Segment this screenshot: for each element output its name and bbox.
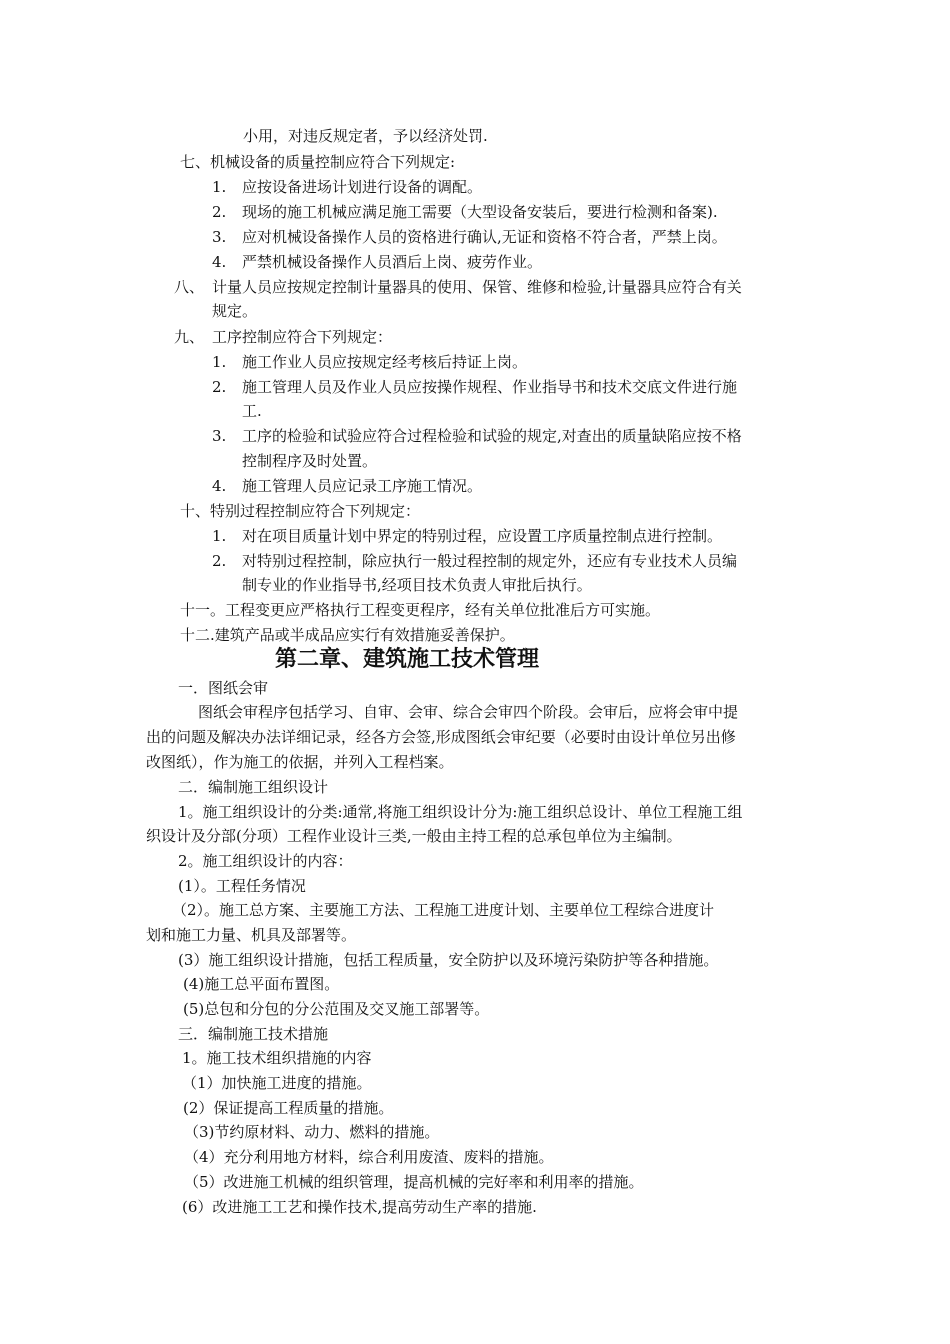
list-item-continuation: 工. xyxy=(242,402,262,420)
list-item: （4）充分利用地方材料，综合利用废渣、废料的措施。 xyxy=(184,1148,554,1166)
list-number: 4. xyxy=(212,253,227,271)
part3-heading: 三．编制施工技术措施 xyxy=(178,1025,329,1043)
list-item: (6）改进施工工艺和操作技术,提高劳动生产率的措施. xyxy=(182,1198,537,1216)
list-item: 应按设备进场计划进行设备的调配。 xyxy=(242,178,483,196)
section8-text: 计量人员应按规定控制计量器具的使用、保管、维修和检验,计量器具应符合有关 xyxy=(212,278,742,296)
list-item: 施工作业人员应按规定经考核后持证上岗。 xyxy=(242,353,528,371)
paragraph-line: (1）。工程任务情况 xyxy=(178,877,306,895)
list-item: 对特别过程控制，除应执行一般过程控制的规定外，还应有专业技术人员编 xyxy=(242,552,738,570)
list-item: 施工管理人员及作业人员应按操作规程、作业指导书和技术交底文件进行施 xyxy=(242,378,738,396)
list-number: 1. xyxy=(212,353,227,371)
paragraph-line: 改图纸），作为施工的依据，并列入工程档案。 xyxy=(146,753,454,771)
list-number: 4. xyxy=(212,477,227,495)
section10-heading: 十、特别过程控制应符合下列规定： xyxy=(180,502,421,520)
list-number: 2. xyxy=(212,378,227,396)
list-number: 3. xyxy=(212,228,227,246)
paragraph-line: (5)总包和分包的分公范围及交叉施工部署等。 xyxy=(183,1000,490,1018)
list-item: （3)节约原材料、动力、燃料的措施。 xyxy=(184,1123,440,1141)
list-item: 严禁机械设备操作人员酒后上岗、疲劳作业。 xyxy=(242,253,543,271)
paragraph-line: 1。施工组织设计的分类:通常,将施工组织设计分为:施工组织总设计、单位工程施工组 xyxy=(178,803,743,821)
list-number: 2. xyxy=(212,203,227,221)
part2-heading: 二．编制施工组织设计 xyxy=(178,778,329,796)
section9-label: 九、 xyxy=(174,328,205,346)
paragraph-line: （2）。施工总方案、主要施工方法、工程施工进度计划、主要单位工程综合进度计 xyxy=(172,901,715,919)
list-item: 现场的施工机械应满足施工需要（大型设备安装后，要进行检测和备案). xyxy=(242,203,718,221)
section12-text: 十二.建筑产品或半成品应实行有效措施妥善保护。 xyxy=(180,626,515,644)
list-item: （1）加快施工进度的措施。 xyxy=(182,1074,372,1092)
list-item: 工序的检验和试验应符合过程检验和试验的规定,对查出的质量缺陷应按不格 xyxy=(242,427,742,445)
list-number: 2. xyxy=(212,552,227,570)
paragraph-line: 出的问题及解决办法详细记录，经各方会签,形成图纸会审纪要（必要时由设计单位另出修 xyxy=(146,728,736,746)
paragraph-line: 图纸会审程序包括学习、自审、会审、综合会审四个阶段。会审后，应将会审中提 xyxy=(198,703,739,721)
paragraph-line: 2。施工组织设计的内容： xyxy=(178,852,353,870)
section8-text: 规定。 xyxy=(212,302,258,320)
list-item: 应对机械设备操作人员的资格进行确认,无证和资格不符合者，严禁上岗。 xyxy=(242,228,727,246)
list-item: 施工管理人员应记录工序施工情况。 xyxy=(242,477,483,495)
section9-heading: 工序控制应符合下列规定： xyxy=(212,328,393,346)
paragraph-line: (4)施工总平面布置图。 xyxy=(183,975,340,993)
paragraph-line: 1。施工技术组织措施的内容 xyxy=(182,1049,372,1067)
paragraph-line: 织设计及分部(分项）工程作业设计三类,一般由主持工程的总承包单位为主编制。 xyxy=(146,827,682,845)
paragraph-line: 划和施工力量、机具及部署等。 xyxy=(146,926,357,944)
section11-text: 十一。工程变更应严格执行工程变更程序，经有关单位批准后方可实施。 xyxy=(180,601,661,619)
list-item-continuation: 控制程序及时处置。 xyxy=(242,452,378,470)
list-item-continuation: 制专业的作业指导书,经项目技术负责人审批后执行。 xyxy=(242,576,592,594)
list-number: 3. xyxy=(212,427,227,445)
list-item: 对在项目质量计划中界定的特别过程，应设置工序质量控制点进行控制。 xyxy=(242,527,723,545)
section7-continuation: 小用，对违反规定者，予以经济处罚. xyxy=(243,127,488,145)
list-item: (2）保证提高工程质量的措施。 xyxy=(183,1099,394,1117)
section7-heading: 七、机械设备的质量控制应符合下列规定: xyxy=(180,153,456,171)
paragraph-line: (3）施工组织设计措施，包括工程质量，安全防护以及环境污染防护等各种措施。 xyxy=(178,951,719,969)
section8-label: 八、 xyxy=(174,278,205,296)
list-item: （5）改进施工机械的组织管理，提高机械的完好率和利用率的措施。 xyxy=(184,1173,644,1191)
list-number: 1. xyxy=(212,178,227,196)
list-number: 1. xyxy=(212,527,227,545)
part1-heading: 一．图纸会审 xyxy=(178,679,269,697)
chapter-title: 第二章、建筑施工技术管理 xyxy=(275,647,540,672)
